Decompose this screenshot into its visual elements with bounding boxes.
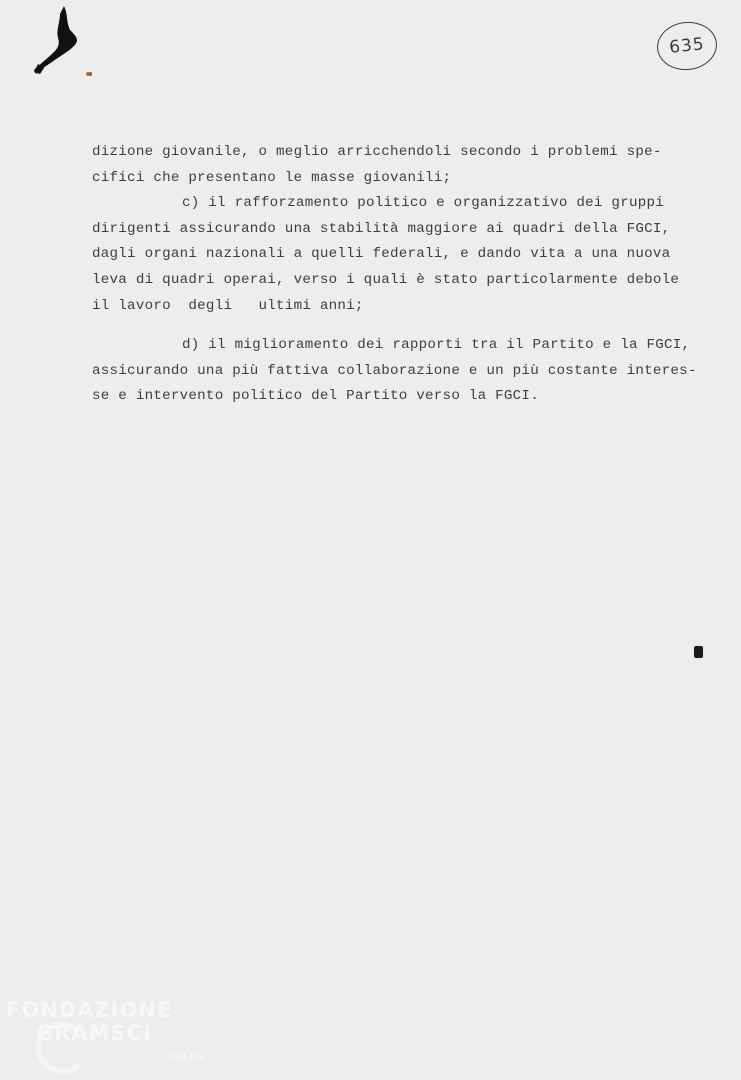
text-line: dagli organi nazionali a quelli federali, e dando vita a una nuova bbox=[92, 246, 671, 263]
watermark-line-2: GRAMSCI bbox=[36, 1021, 152, 1045]
typed-text-block bbox=[92, 140, 712, 410]
text-line: d) il miglioramento dei rapporti tra il Partito e la FGCI, bbox=[182, 337, 691, 354]
fondazione-gramsci-watermark bbox=[6, 998, 206, 1063]
text-line: il lavoro degli ultimi anni; bbox=[92, 297, 364, 314]
watermark-line-1: FONDAZIONE bbox=[6, 998, 173, 1022]
text-line: leva di quadri operai, verso i quali è stato particolarmente debole bbox=[92, 271, 680, 288]
page-number-stamp bbox=[655, 19, 720, 73]
watermark-logo-icon bbox=[36, 1022, 88, 1074]
paper-speck bbox=[89, 72, 92, 76]
text-line: dizione giovanile, o meglio arricchendoli secondo i problemi spe- bbox=[92, 144, 662, 160]
watermark-small-text: ONLUS bbox=[166, 1053, 206, 1063]
text-line: assicurando una più fattiva collaborazione e un più costante interes- bbox=[92, 362, 697, 379]
text-line: se e intervento politico del Partito verso la FGCI. bbox=[92, 388, 539, 405]
ink-blot-mark bbox=[30, 4, 90, 84]
text-line: cifici che presentano le masse giovanili; bbox=[92, 169, 452, 186]
text-line: dirigenti assicurando una stabilità maggiore ai quadri della FGCI, bbox=[92, 220, 671, 237]
text-line: c) il rafforzamento politico e organizzativo dei gruppi bbox=[182, 195, 665, 212]
margin-tear-mark bbox=[694, 646, 703, 658]
page-number-text: 635 bbox=[668, 34, 706, 58]
